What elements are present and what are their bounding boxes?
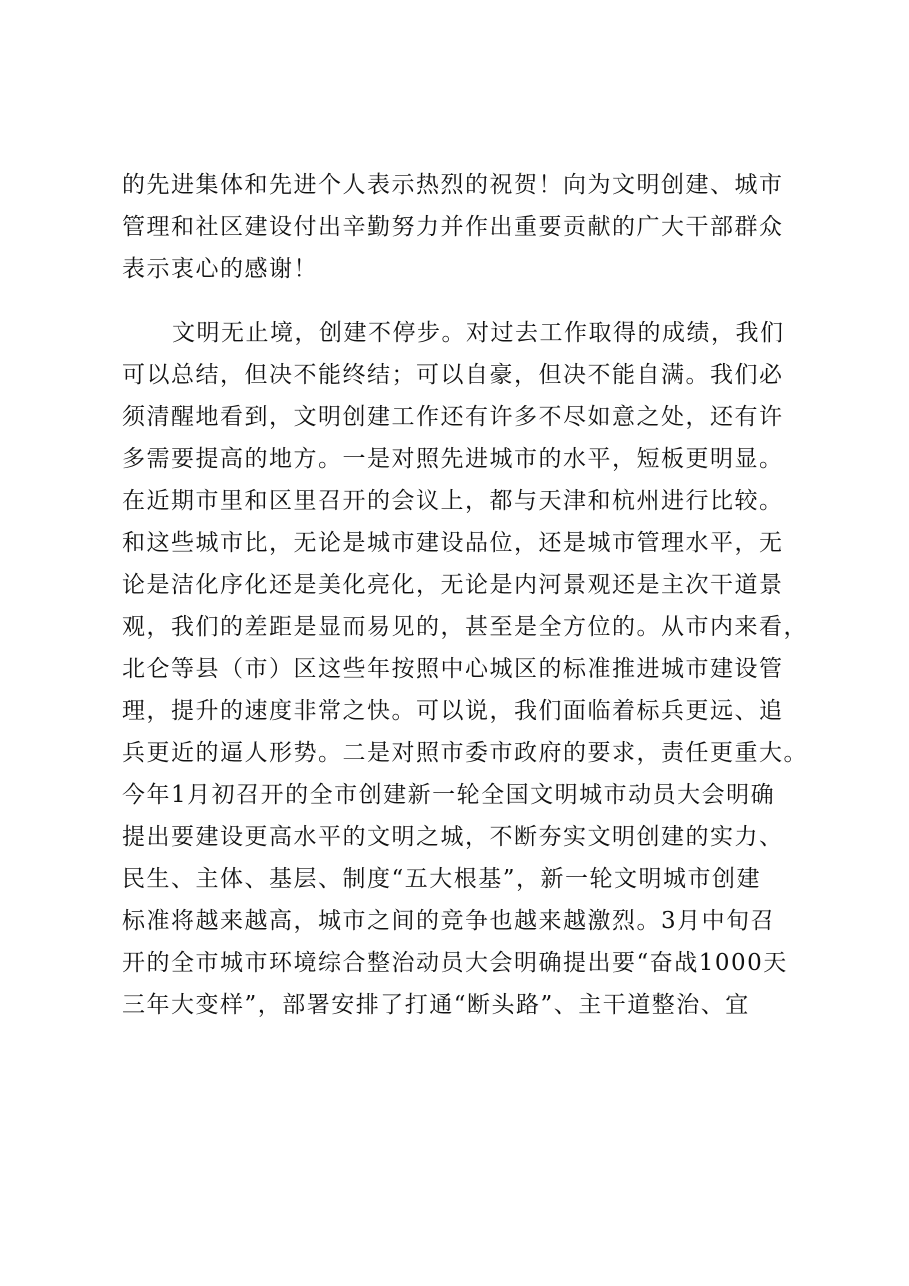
text-line: 表示衷心的感谢！: [122, 256, 318, 282]
document-body: [122, 164, 812, 1026]
text-line: 可以总结，但决不能终结；可以自豪，但决不能自满。我们必: [122, 362, 784, 388]
text-line: 须清醒地看到，文明创建工作还有许多不尽如意之处，还有许: [122, 404, 784, 430]
text-line: 北仑等县（市）区这些年按照中心城区的标准推进城市建设管: [122, 656, 784, 682]
text-line: 论是洁化序化还是美化亮化，无论是内河景观还是主次干道景: [122, 572, 784, 598]
text-line: 今年1月初召开的全市创建新一轮全国文明城市动员大会明确: [122, 782, 776, 808]
text-line: 在近期市里和区里召开的会议上，都与天津和杭州进行比较。: [122, 488, 784, 514]
text-line: 的先进集体和先进个人表示热烈的祝贺！向为文明创建、城市: [122, 172, 784, 198]
text-line: 三年大变样”，部署安排了打通“断头路”、主干道整治、宜: [122, 992, 750, 1018]
text-line: 观，我们的差距是显而易见的，甚至是全方位的。从市内来看，: [122, 614, 808, 640]
text-line: 多需要提高的地方。一是对照先进城市的水平，短板更明显。: [122, 446, 784, 472]
text-line: 标准将越来越高，城市之间的竞争也越来越激烈。3月中旬召: [122, 908, 776, 934]
text-line: 文明无止境，创建不停步。对过去工作取得的成绩，我们: [172, 320, 785, 346]
text-line: 开的全市城市环境综合整治动员大会明确提出要“奋战1000天: [122, 950, 788, 976]
text-line: 理，提升的速度非常之快。可以说，我们面临着标兵更远、追: [122, 698, 784, 724]
text-line: 管理和社区建设付出辛勤努力并作出重要贡献的广大干部群众: [122, 214, 784, 240]
text-line: 提出要建设更高水平的文明之城，不断夯实文明创建的实力、: [122, 824, 784, 850]
paragraph-spacer: [122, 290, 812, 312]
text-line: 民生、主体、基层、制度“五大根基”，新一轮文明城市创建: [122, 866, 762, 892]
text-line: 兵更近的逼人形势。二是对照市委市政府的要求，责任更重大。: [122, 740, 808, 766]
text-line: 和这些城市比，无论是城市建设品位，还是城市管理水平，无: [122, 530, 784, 556]
